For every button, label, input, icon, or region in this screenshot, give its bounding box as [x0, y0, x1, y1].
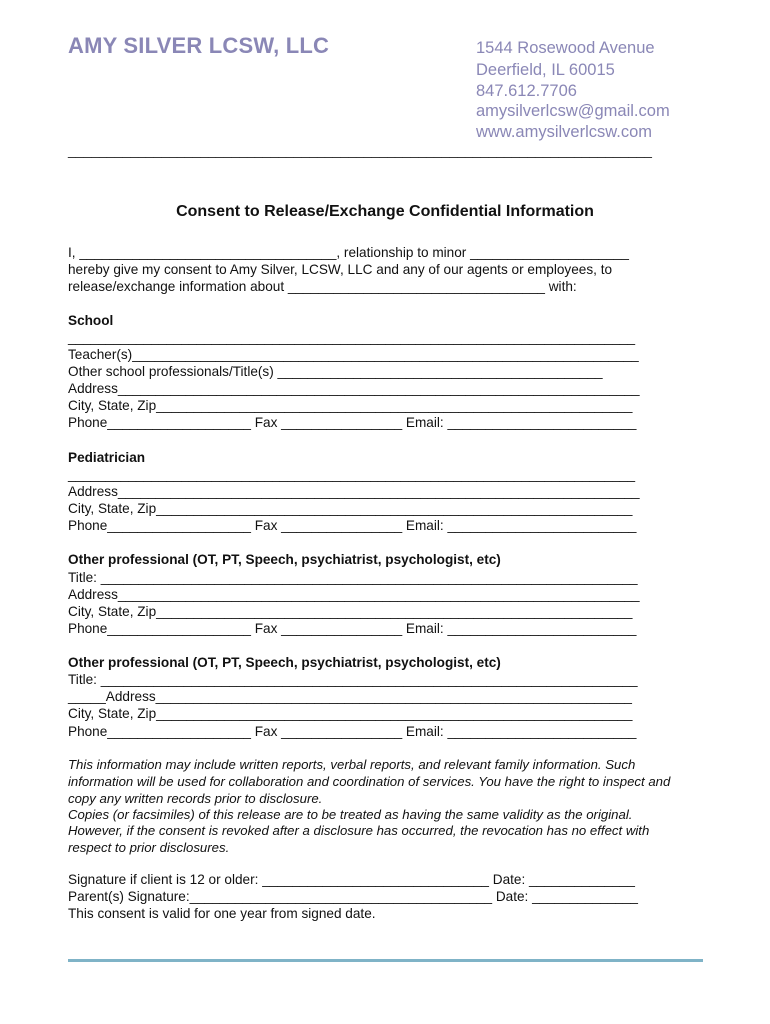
notice-line: However, if the consent is revoked after a disclosure has occurred, the revocation has no effect with — [68, 823, 650, 838]
signature-client-line: Signature if client is 12 or older: ______________________________ Date: ______________ — [68, 872, 635, 887]
other-professional-line: City, State, Zip_______________________________________________________________ — [68, 604, 633, 619]
pediatrician-line: Phone___________________ Fax ________________ Email: _________________________ — [68, 518, 637, 533]
footer-rule — [68, 959, 703, 962]
section-heading-other-professional-2: Other professional (OT, PT, Speech, psychiatrist, psychologist, etc) — [68, 655, 501, 670]
form-title: Consent to Release/Exchange Confidential Information — [176, 203, 594, 220]
header-rule: ___________________________________________________________________________ — [68, 142, 652, 158]
firm-name: AMY SILVER LCSW, LLC — [68, 33, 330, 58]
pediatrician-line: City, State, Zip_______________________________________________________________ — [68, 501, 633, 516]
address-street: 1544 Rosewood Avenue — [476, 39, 655, 57]
pediatrician-line: ___________________________________________________________________________ — [68, 467, 636, 482]
other-professional-line: Phone___________________ Fax ________________ Email: _________________________ — [68, 621, 637, 636]
section-heading-school: School — [68, 313, 114, 328]
school-line: ___________________________________________________________________________ — [68, 330, 636, 345]
other-professional-2-line: Phone___________________ Fax ________________ Email: _________________________ — [68, 724, 637, 739]
school-line: City, State, Zip_______________________________________________________________ — [68, 398, 633, 413]
school-line: Address_____________________________________________________________________ — [68, 381, 640, 396]
intro-line: hereby give my consent to Amy Silver, LCSW, LLC and any of our agents or employees, to — [68, 262, 613, 277]
other-professional-2-line: Title: _______________________________________________________________________ — [68, 672, 638, 687]
school-line: Other school professionals/Title(s) ___________________________________________ — [68, 364, 603, 379]
other-professional-2-line: City, State, Zip_______________________________________________________________ — [68, 706, 633, 721]
other-professional-line: Title: _______________________________________________________________________ — [68, 570, 638, 585]
school-line: Phone___________________ Fax ________________ Email: _________________________ — [68, 415, 637, 430]
other-professional-2-line: _____Address_______________________________________________________________ — [68, 689, 632, 704]
signature-parent-line: Parent(s) Signature:________________________________________ Date: ______________ — [68, 889, 638, 904]
contact-website: www.amysilverlcsw.com — [476, 123, 653, 141]
notice-line: information will be used for collaboration and coordination of services. You have the right to inspect and — [68, 774, 671, 789]
pediatrician-line: Address_____________________________________________________________________ — [68, 484, 640, 499]
other-professional-line: Address_____________________________________________________________________ — [68, 587, 640, 602]
notice-line: copy any written records prior to disclosure. — [68, 791, 323, 806]
notice-line: respect to prior disclosures. — [68, 840, 230, 855]
intro-line: I, __________________________________, relationship to minor _____________________ — [68, 245, 629, 260]
section-heading-other-professional: Other professional (OT, PT, Speech, psychiatrist, psychologist, etc) — [68, 552, 501, 567]
notice-line: Copies (or facsimiles) of this release are to be treated as having the same validity as the original. — [68, 807, 633, 822]
address-city: Deerfield, IL 60015 — [476, 61, 615, 79]
contact-email: amysilverlcsw@gmail.com — [476, 102, 670, 120]
contact-phone: 847.612.7706 — [476, 82, 577, 100]
validity-note: This consent is valid for one year from signed date. — [68, 906, 376, 921]
intro-line: release/exchange information about __________________________________ with: — [68, 279, 577, 294]
section-heading-pediatrician: Pediatrician — [68, 450, 146, 465]
notice-line: This information may include written reports, verbal reports, and relevant family information. Such — [68, 757, 636, 772]
school-line: Teacher(s)___________________________________________________________________ — [68, 347, 639, 362]
